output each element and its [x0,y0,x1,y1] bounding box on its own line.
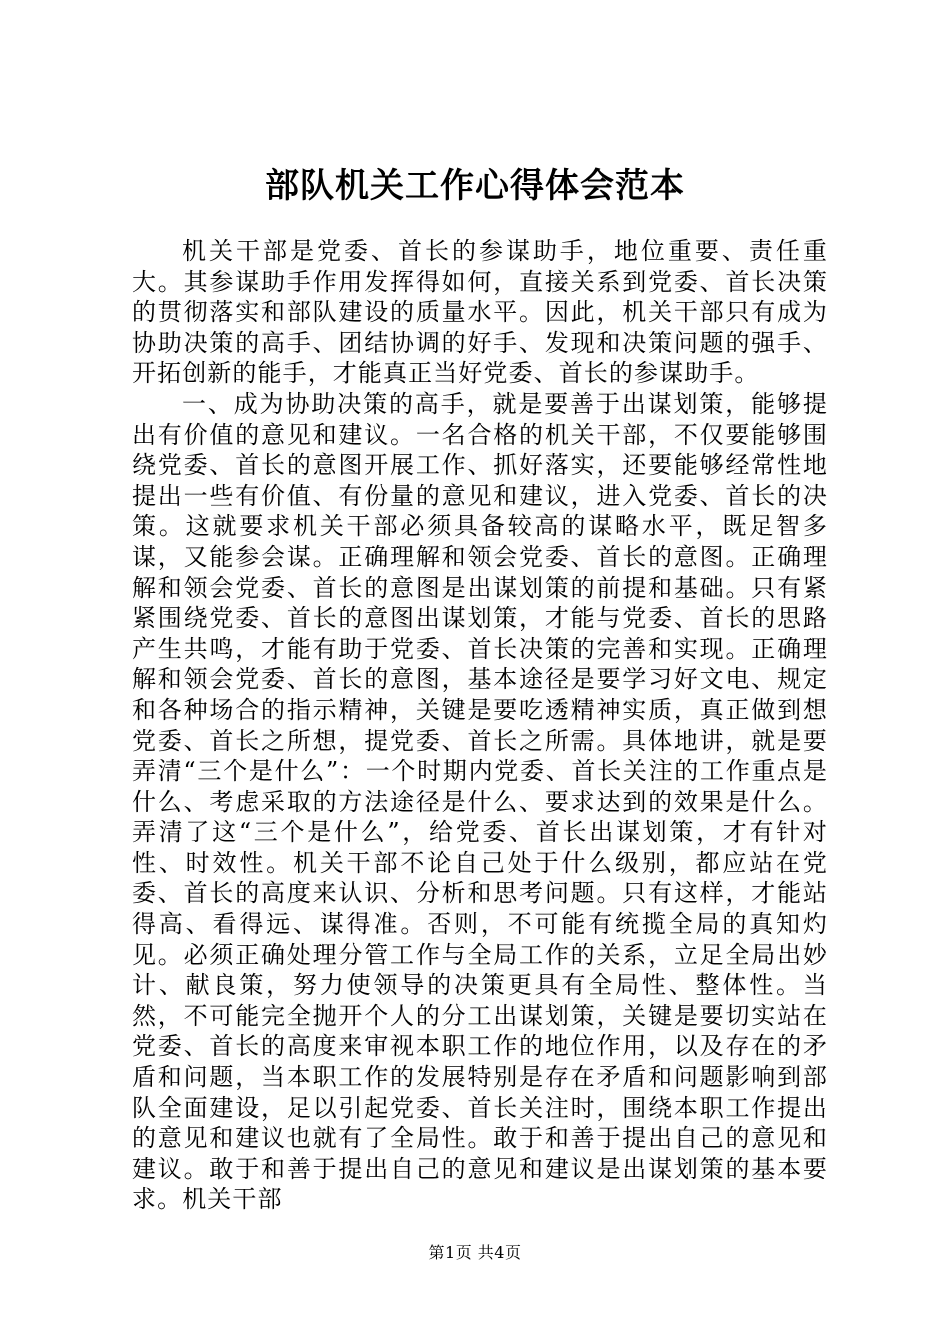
paragraph-section-one: 一、成为协助决策的高手，就是要善于出谋划策，能够提出有价值的意见和建议。一名合格的机关干部，不仅要能够围绕党委、首长的意图开展工作、抓好落实，还要能够经常性地提出一些有价值、有份量的意见和建议，进入党委、首长的决策。这就要求机关干部必须具备较高的谋略水平，既足智多谋，又能参会谋。正确理解和领会党委、首长的意图。正确理解和领会党委、首长的意图是出谋划策的前提和基础。只有紧紧围绕党委、首长的意图出谋划策，才能与党委、首长的思路产生共鸣，才能有助于党委、首长决策的完善和实现。正确理解和领会党委、首长的意图，基本途径是要学习好文电、规定和各种场合的指示精神，关键是要吃透精神实质，真正做到想党委、首长之所想，提党委、首长之所需。具体地讲，就是要弄清“三个是什么”：一个时期内党委、首长关注的工作重点是什么、考虑采取的方法途径是什么、要求达到的效果是什么。弄清了这“三个是什么”，给党委、首长出谋划策，才有针对性、时效性。机关干部不论自己处于什么级别，都应站在党委、首长的高度来认识、分析和思考问题。只有这样，才能站得高、看得远、谋得准。否则，不可能有统揽全局的真知灼见。必须正确处理分管工作与全局工作的关系，立足全局出妙计、献良策，努力使领导的决策更具有全局性、整体性。当然，不可能完全抛开个人的分工出谋划策，关键是要切实站在党委、首长的高度来审视本职工作的地位作用，以及存在的矛盾和问题，当本职工作的发展特别是存在矛盾和问题影响到部队全面建设，足以引起党委、首长关注时，围绕本职工作提出的意见和建议也就有了全局性。敢于和善于提出自己的意见和建议。敢于和善于提出自己的意见和建议是出谋划策的基本要求。机关干部 [132,389,828,1214]
document-title: 部队机关工作心得体会范本 [265,166,685,206]
paragraph-intro: 机关干部是党委、首长的参谋助手，地位重要、责任重大。其参谋助手作用发挥得如何，直接关系到党委、首长决策的贯彻落实和部队建设的质量水平。因此，机关干部只有成为协助决策的高手、团结协调的好手、发现和决策问题的强手、开拓创新的能手，才能真正当好党委、首长的参谋助手。 [132,237,828,388]
page-number-footer: 第1页 共4页 [428,1243,522,1262]
document-body [132,236,828,1215]
